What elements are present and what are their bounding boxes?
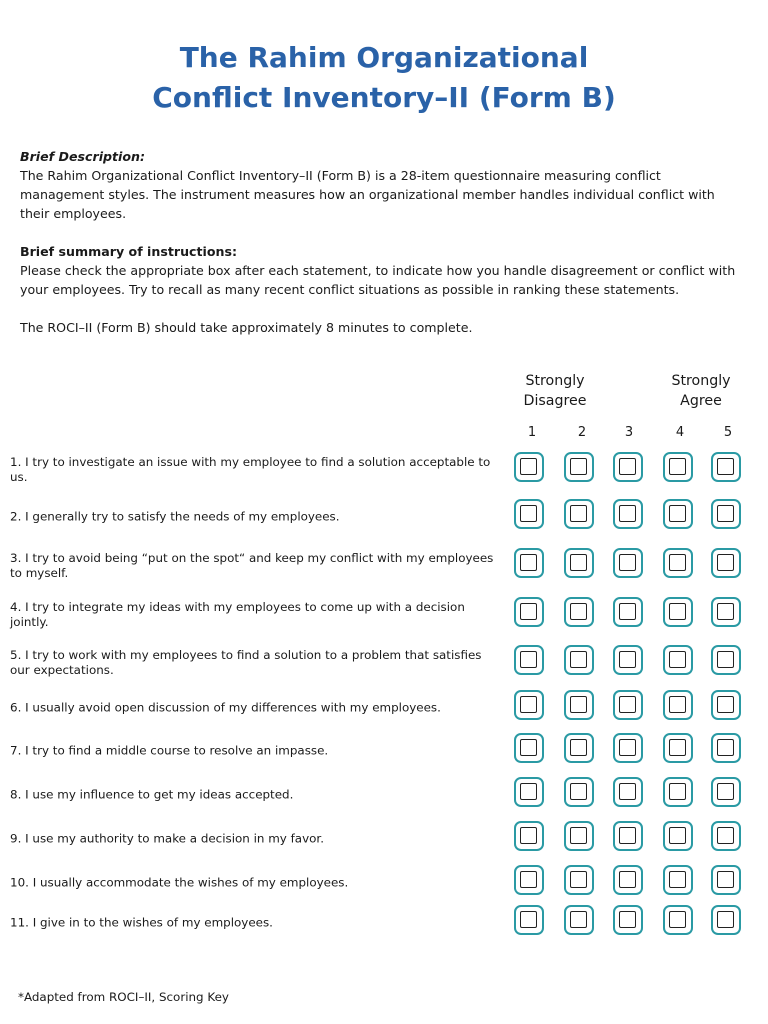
title-line-2: Conflict Inventory–II (Form B) [152, 81, 616, 114]
rating-checkbox-5[interactable] [711, 733, 741, 763]
rating-checkbox-3[interactable] [613, 905, 643, 935]
rating-checkbox-3[interactable] [613, 597, 643, 627]
question-row [0, 903, 768, 943]
question-text: 6. I usually avoid open discussion of my differences with my employees. [10, 700, 441, 715]
rating-checkbox-2[interactable] [564, 733, 594, 763]
rating-checkbox-5[interactable] [711, 499, 741, 529]
rating-checkbox-2[interactable] [564, 777, 594, 807]
rating-checkbox-5[interactable] [711, 905, 741, 935]
description-section [20, 147, 745, 337]
rating-checkbox-1[interactable] [514, 821, 544, 851]
rating-checkbox-4[interactable] [663, 690, 693, 720]
rating-checkbox-1[interactable] [514, 690, 544, 720]
rating-checkbox-3[interactable] [613, 777, 643, 807]
rating-checkbox-5[interactable] [711, 777, 741, 807]
rating-checkbox-1[interactable] [514, 548, 544, 578]
rating-checkbox-2[interactable] [564, 597, 594, 627]
rating-checkbox-3[interactable] [613, 499, 643, 529]
footer-note: *Adapted from ROCI–II, Scoring Key [18, 990, 229, 1004]
question-text: 5. I try to work with my employees to find a solution to a problem that satisfies our expectations. [10, 648, 482, 677]
rating-checkbox-1[interactable] [514, 597, 544, 627]
rating-checkbox-2[interactable] [564, 548, 594, 578]
question-text: 9. I use my authority to make a decision in my favor. [10, 831, 324, 846]
rating-checkbox-1[interactable] [514, 865, 544, 895]
rating-checkbox-2[interactable] [564, 499, 594, 529]
rating-checkbox-5[interactable] [711, 821, 741, 851]
strongly-disagree-label: Strongly Disagree [523, 373, 587, 409]
rating-checkbox-1[interactable] [514, 645, 544, 675]
rating-checkbox-2[interactable] [564, 905, 594, 935]
rating-checkbox-5[interactable] [711, 548, 741, 578]
question-row [0, 546, 768, 586]
rating-checkbox-5[interactable] [711, 645, 741, 675]
question-text: 2. I generally try to satisfy the needs of my employees. [10, 509, 340, 524]
instructions-text: Please check the appropriate box after each statement, to indicate how you handle disagreement or conflict with your employees. Try to recall as many recent conflict situations as possible in ranking these statements. [20, 263, 736, 297]
title-line-1: The Rahim Organizational [179, 41, 589, 74]
question-row [0, 450, 768, 490]
rating-checkbox-3[interactable] [613, 821, 643, 851]
rating-checkbox-1[interactable] [514, 733, 544, 763]
rating-checkbox-1[interactable] [514, 452, 544, 482]
rating-checkbox-4[interactable] [663, 865, 693, 895]
rating-checkbox-4[interactable] [663, 777, 693, 807]
rating-checkbox-5[interactable] [711, 452, 741, 482]
rating-checkbox-1[interactable] [514, 499, 544, 529]
strongly-agree-label: Strongly Agree [671, 373, 731, 409]
rating-checkbox-1[interactable] [514, 777, 544, 807]
question-text: 4. I try to integrate my ideas with my employees to come up with a decision jointly. [10, 600, 465, 629]
question-row [0, 775, 768, 815]
scale-number-5: 5 [723, 425, 733, 440]
rating-checkbox-2[interactable] [564, 821, 594, 851]
question-text: 1. I try to investigate an issue with my employee to find a solution acceptable to us. [10, 455, 491, 484]
brief-description-heading: Brief Description: [20, 149, 146, 164]
question-text: 8. I use my influence to get my ideas accepted. [10, 787, 294, 802]
rating-checkbox-4[interactable] [663, 733, 693, 763]
rating-checkbox-4[interactable] [663, 905, 693, 935]
scale-number-1: 1 [527, 425, 537, 440]
instructions-heading: Brief summary of instructions: [20, 244, 237, 259]
rating-checkbox-4[interactable] [663, 499, 693, 529]
rating-checkbox-4[interactable] [663, 821, 693, 851]
question-row [0, 819, 768, 859]
rating-checkbox-3[interactable] [613, 548, 643, 578]
rating-checkbox-4[interactable] [663, 452, 693, 482]
rating-checkbox-3[interactable] [613, 452, 643, 482]
time-estimate-text: The ROCI–II (Form B) should take approximately 8 minutes to complete. [20, 320, 473, 335]
question-row [0, 688, 768, 728]
rating-checkbox-2[interactable] [564, 645, 594, 675]
question-text: 3. I try to avoid being “put on the spot“ and keep my conflict with my employees to myself. [10, 551, 494, 580]
question-row [0, 863, 768, 903]
rating-checkbox-4[interactable] [663, 597, 693, 627]
rating-checkbox-3[interactable] [613, 865, 643, 895]
question-row [0, 497, 768, 537]
rating-checkbox-5[interactable] [711, 690, 741, 720]
rating-checkbox-3[interactable] [613, 645, 643, 675]
scale-number-4: 4 [675, 425, 685, 440]
question-row [0, 731, 768, 771]
rating-checkbox-3[interactable] [613, 690, 643, 720]
page-title [0, 38, 768, 118]
question-text: 10. I usually accommodate the wishes of my employees. [10, 875, 349, 890]
rating-checkbox-5[interactable] [711, 865, 741, 895]
rating-checkbox-2[interactable] [564, 865, 594, 895]
rating-checkbox-4[interactable] [663, 548, 693, 578]
rating-checkbox-1[interactable] [514, 905, 544, 935]
question-text: 11. I give in to the wishes of my employees. [10, 915, 273, 930]
scale-number-3: 3 [624, 425, 634, 440]
question-row [0, 643, 768, 683]
rating-checkbox-2[interactable] [564, 690, 594, 720]
rating-checkbox-3[interactable] [613, 733, 643, 763]
rating-checkbox-4[interactable] [663, 645, 693, 675]
rating-checkbox-2[interactable] [564, 452, 594, 482]
question-row [0, 595, 768, 635]
question-text: 7. I try to find a middle course to resolve an impasse. [10, 743, 329, 758]
rating-checkbox-5[interactable] [711, 597, 741, 627]
brief-description-text: The Rahim Organizational Conflict Inventory–II (Form B) is a 28-item questionnaire measuring conflict management styles. The instrument measures how an organizational member handles individual conflict with their employees. [20, 168, 715, 221]
scale-number-2: 2 [577, 425, 587, 440]
